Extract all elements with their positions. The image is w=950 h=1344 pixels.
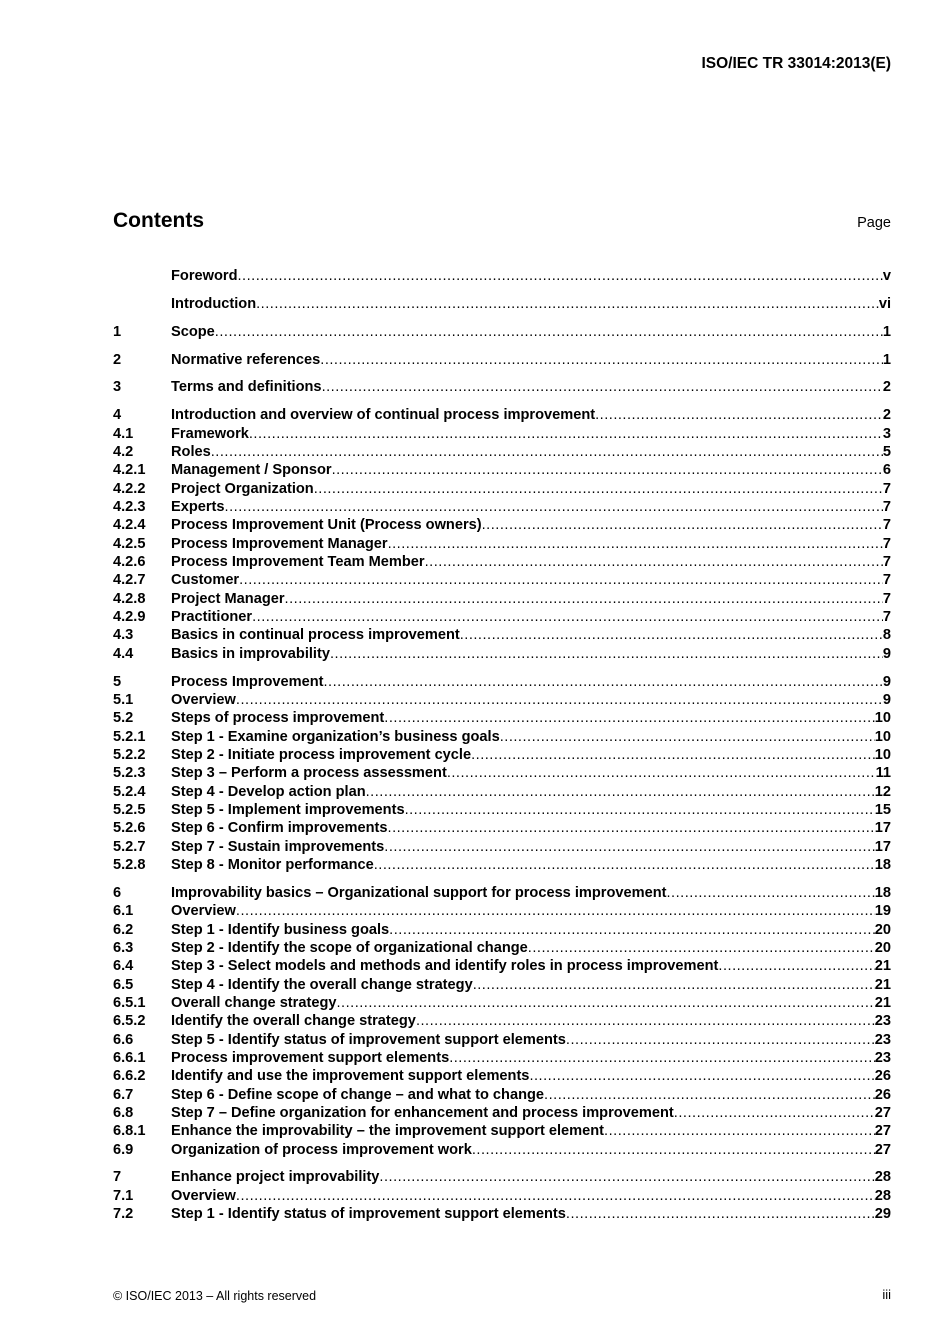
toc-entry[interactable] (113, 885, 891, 903)
toc-entry-number: 5.2.4 (113, 783, 146, 800)
toc-leader-dots (566, 1206, 875, 1222)
toc-entry-page[interactable]: 9 (882, 691, 891, 708)
toc-entry-title[interactable]: Overall change strategy (171, 994, 337, 1011)
toc-entry-page[interactable]: 7 (882, 590, 891, 607)
toc-entry-number: 4.2 (113, 443, 134, 460)
toc-entry-page[interactable]: v (882, 268, 891, 284)
table-of-contents (113, 268, 891, 1225)
toc-entry-page[interactable]: 7 (882, 498, 891, 515)
toc-entry-title[interactable]: Process Improvement Team Member (171, 553, 425, 570)
toc-entry-page[interactable]: vi (878, 295, 891, 312)
toc-entry[interactable] (113, 1087, 891, 1105)
toc-leader-dots (225, 499, 883, 515)
toc-entry-number: 4 (113, 407, 122, 424)
toc-entry-title[interactable]: Step 3 - Select models and methods and identify roles in process improvement (171, 958, 719, 975)
page-column-label: Page (857, 215, 891, 231)
toc-entry[interactable] (113, 407, 891, 425)
toc-leader-dots (285, 591, 883, 607)
toc-entry-number: 6.8.1 (113, 1123, 146, 1140)
toc-entry-page[interactable]: 8 (882, 627, 891, 644)
toc-entry-number: 5.2 (113, 710, 134, 727)
toc-entry-number: 6.2 (113, 921, 134, 938)
toc-entry-number: 5.2.3 (113, 765, 146, 782)
toc-leader-dots (472, 1142, 875, 1158)
toc-entry-title[interactable]: Step 5 - Implement improvements (171, 801, 405, 818)
toc-entry-page[interactable]: 6 (882, 462, 891, 479)
toc-entry-number: 6.5.2 (113, 1013, 146, 1030)
toc-entry-title[interactable]: Identify and use the improvement support elements (171, 1068, 530, 1085)
toc-entry-number: 5.2.2 (113, 746, 146, 763)
toc-leader-dots (718, 958, 874, 974)
toc-entry-number: 5.1 (113, 691, 134, 708)
toc-leader-dots (237, 268, 882, 284)
toc-entry-number: 6 (113, 884, 122, 901)
toc-entry[interactable] (113, 646, 891, 664)
toc-leader-dots (566, 1032, 875, 1048)
toc-entry-number: 4.1 (113, 425, 134, 442)
toc-entry-page[interactable]: 28 (874, 1187, 891, 1204)
toc-entry-page[interactable]: 23 (874, 1013, 891, 1030)
toc-entry-number: 4.3 (113, 627, 134, 644)
toc-leader-dots (320, 352, 883, 368)
toc-entry[interactable] (113, 426, 891, 444)
toc-entry-number: 7.1 (113, 1187, 134, 1204)
toc-entry-title[interactable]: Improvability basics – Organizational support for process improvement (171, 884, 667, 901)
toc-entry[interactable] (113, 820, 891, 838)
toc-entry-title[interactable]: Scope (171, 323, 215, 340)
toc-entry-number: 7.2 (113, 1206, 134, 1223)
toc-entry-number: 5.2.1 (113, 728, 146, 745)
toc-entry-number: 4.2.6 (113, 553, 146, 570)
toc-entry-page[interactable]: 20 (874, 921, 891, 938)
toc-entry-title[interactable]: Process improvement support elements (171, 1049, 450, 1066)
toc-leader-dots (460, 627, 883, 643)
toc-leader-dots (336, 995, 874, 1011)
toc-leader-dots (236, 903, 875, 919)
toc-entry-page[interactable]: 2 (882, 407, 891, 424)
toc-entry[interactable] (113, 1169, 891, 1187)
toc-entry-title[interactable]: Framework (171, 425, 249, 442)
page-number: iii (882, 1287, 891, 1302)
toc-leader-dots (405, 802, 875, 818)
toc-entry-number: 2 (113, 351, 122, 368)
toc-leader-dots (332, 462, 883, 478)
toc-entry-page[interactable]: 21 (874, 976, 891, 993)
toc-entry-page[interactable]: 18 (874, 884, 891, 901)
toc-entry-title[interactable]: Step 3 – Perform a process assessment (171, 765, 447, 782)
toc-leader-dots (500, 729, 875, 745)
toc-entry-page[interactable]: 27 (874, 1141, 891, 1158)
toc-entry[interactable] (113, 1188, 891, 1206)
toc-entry-title[interactable]: Introduction and overview of continual process improvement (171, 407, 596, 424)
toc-entry[interactable] (113, 977, 891, 995)
toc-entry-title[interactable]: Basics in improvability (171, 645, 330, 662)
toc-entry-number: 6.7 (113, 1086, 134, 1103)
toc-entry-title[interactable]: Step 8 - Monitor performance (171, 856, 374, 873)
toc-entry[interactable] (113, 517, 891, 535)
toc-entry-page[interactable]: 23 (874, 1049, 891, 1066)
toc-entry-number: 4.2.5 (113, 535, 146, 552)
toc-leader-dots (374, 857, 875, 873)
toc-entry[interactable] (113, 536, 891, 554)
toc-leader-dots (425, 554, 883, 570)
toc-leader-dots (384, 839, 874, 855)
toc-entry-number: 4.4 (113, 645, 134, 662)
toc-leader-dots (604, 1123, 875, 1139)
toc-entry-page[interactable]: 9 (882, 673, 891, 690)
toc-entry-title[interactable]: Step 4 - Develop action plan (171, 783, 366, 800)
toc-entry-page[interactable]: 7 (882, 572, 891, 589)
toc-entry-number: 3 (113, 379, 122, 396)
toc-entry[interactable] (113, 1142, 891, 1160)
toc-entry-title[interactable]: Step 1 - Identify status of improvement support elements (171, 1206, 566, 1223)
toc-entry[interactable] (113, 958, 891, 976)
toc-leader-dots (322, 379, 883, 395)
toc-entry-title[interactable]: Steps of process improvement (171, 710, 385, 727)
toc-entry-title[interactable]: Management / Sponsor (171, 462, 332, 479)
toc-entry-number: 6.5 (113, 976, 134, 993)
toc-entry-page[interactable]: 27 (874, 1123, 891, 1140)
toc-leader-dots (256, 296, 879, 312)
toc-entry-number: 1 (113, 323, 122, 340)
toc-entry[interactable] (113, 444, 891, 462)
toc-leader-dots (366, 784, 875, 800)
toc-entry-page[interactable]: 3 (882, 425, 891, 442)
toc-entry-title[interactable]: Step 1 - Examine organization’s business goals (171, 728, 500, 745)
toc-entry-title[interactable]: Customer (171, 572, 240, 589)
toc-entry-page[interactable]: 27 (874, 1104, 891, 1121)
toc-entry-page[interactable]: 17 (874, 820, 891, 837)
toc-entry-number: 4.2.7 (113, 572, 146, 589)
toc-entry-number: 4.2.3 (113, 498, 146, 515)
toc-leader-dots (330, 646, 883, 662)
toc-entry[interactable] (113, 692, 891, 710)
toc-entry-title[interactable]: Project Organization (171, 480, 314, 497)
toc-entry[interactable] (113, 674, 891, 692)
toc-entry[interactable] (113, 462, 891, 480)
toc-entry-title[interactable]: Step 7 – Define organization for enhancement and process improvement (171, 1104, 674, 1121)
toc-leader-dots (388, 536, 883, 552)
toc-entry-title[interactable]: Process Improvement Unit (Process owners) (171, 517, 482, 534)
toc-entry-number: 4.2.8 (113, 590, 146, 607)
toc-entry-page[interactable]: 18 (874, 856, 891, 873)
toc-entry-title[interactable]: Roles (171, 443, 211, 460)
toc-entry-number: 6.5.1 (113, 994, 146, 1011)
toc-entry-title[interactable]: Step 5 - Identify status of improvement support elements (171, 1031, 566, 1048)
toc-entry[interactable] (113, 1123, 891, 1141)
contents-heading: Contents (113, 209, 204, 232)
toc-entry-page[interactable]: 19 (874, 903, 891, 920)
toc-entry[interactable] (113, 499, 891, 517)
toc-leader-dots (529, 1068, 874, 1084)
toc-entry-page[interactable]: 9 (882, 645, 891, 662)
toc-entry-number: 4.2.2 (113, 480, 146, 497)
toc-entry[interactable] (113, 1105, 891, 1123)
toc-entry[interactable] (113, 481, 891, 499)
toc-entry[interactable] (113, 940, 891, 958)
toc-entry-number: 6.4 (113, 958, 134, 975)
toc-entry-title[interactable]: Step 2 - Initiate process improvement cycle (171, 746, 472, 763)
toc-entry[interactable] (113, 554, 891, 572)
toc-leader-dots (236, 692, 883, 708)
toc-entry[interactable] (113, 747, 891, 765)
toc-entry[interactable] (113, 296, 891, 314)
document-id: ISO/IEC TR 33014:2013(E) (701, 55, 891, 72)
toc-leader-dots (324, 674, 883, 690)
toc-entry-number: 5.2.8 (113, 856, 146, 873)
toc-entry-page[interactable]: 5 (882, 443, 891, 460)
toc-entry-page[interactable]: 1 (882, 323, 891, 340)
toc-entry-page[interactable]: 28 (874, 1169, 891, 1186)
toc-entry-title[interactable]: Overview (171, 1187, 236, 1204)
toc-entry[interactable] (113, 903, 891, 921)
toc-entry-number: 5.2.6 (113, 820, 146, 837)
toc-entry-page[interactable]: 15 (874, 801, 891, 818)
toc-entry-title[interactable]: Basics in continual process improvement (171, 627, 460, 644)
toc-entry-title[interactable]: Identify the overall change strategy (171, 1013, 416, 1030)
toc-entry-page[interactable]: 29 (874, 1206, 891, 1223)
toc-entry-number: 5.2.7 (113, 838, 146, 855)
toc-entry-title[interactable]: Normative references (171, 351, 321, 368)
toc-entry-title[interactable]: Overview (171, 691, 236, 708)
toc-entry-page[interactable]: 11 (875, 765, 891, 782)
toc-entry-title[interactable]: Practitioner (171, 609, 253, 625)
toc-entry-page[interactable]: 7 (882, 553, 891, 570)
toc-entry[interactable] (113, 784, 891, 802)
toc-entry-page[interactable]: 26 (874, 1068, 891, 1085)
toc-entry-number: 4.2.1 (113, 462, 146, 479)
toc-entry-title[interactable]: Step 6 - Confirm improvements (171, 820, 388, 837)
toc-entry-page[interactable]: 7 (882, 535, 891, 552)
toc-entry-page[interactable]: 10 (874, 728, 891, 745)
toc-leader-dots (544, 1087, 875, 1103)
toc-entry-title[interactable]: Step 2 - Identify the scope of organizational change (171, 939, 528, 956)
copyright-notice: © ISO/IEC 2013 – All rights reserved (113, 1289, 317, 1303)
toc-entry-title[interactable]: Process Improvement (171, 673, 324, 690)
toc-leader-dots (389, 922, 875, 938)
toc-entry[interactable] (113, 1206, 891, 1224)
toc-leader-dots (211, 444, 883, 460)
toc-entry-number: 4.2.4 (113, 517, 146, 534)
toc-entry[interactable] (113, 1032, 891, 1050)
toc-entry-title[interactable]: Process Improvement Manager (171, 535, 388, 552)
toc-leader-dots (449, 1050, 875, 1066)
toc-entry[interactable] (113, 609, 891, 627)
toc-entry-page[interactable]: 10 (874, 746, 891, 763)
toc-entry-number: 6.6.2 (113, 1068, 146, 1085)
toc-entry-page[interactable]: 26 (874, 1086, 891, 1103)
toc-entry-page[interactable]: 20 (874, 939, 891, 956)
toc-entry-page[interactable]: 12 (874, 783, 891, 800)
toc-leader-dots (384, 710, 874, 726)
toc-entry-title[interactable]: Step 7 - Sustain improvements (171, 838, 385, 855)
toc-entry-title[interactable]: Experts (171, 498, 225, 515)
toc-entry-page[interactable]: 21 (874, 994, 891, 1011)
toc-leader-dots (314, 481, 883, 497)
toc-entry-title[interactable]: Step 1 - Identify business goals (171, 921, 390, 938)
toc-entry[interactable] (113, 1050, 891, 1068)
toc-entry-page[interactable]: 7 (882, 480, 891, 497)
toc-entry-page[interactable]: 2 (882, 379, 891, 396)
toc-entry[interactable] (113, 379, 891, 397)
toc-entry[interactable] (113, 922, 891, 940)
toc-entry-number: 5 (113, 673, 122, 690)
toc-entry-page[interactable]: 1 (882, 351, 891, 368)
toc-entry[interactable] (113, 857, 891, 875)
toc-entry-title[interactable]: Terms and definitions (171, 379, 322, 396)
toc-entry[interactable] (113, 765, 891, 783)
toc-entry-page[interactable]: 7 (882, 517, 891, 534)
toc-leader-dots (595, 407, 883, 423)
toc-entry-number: 7 (113, 1169, 122, 1186)
toc-leader-dots (471, 747, 875, 763)
toc-entry[interactable] (113, 1013, 891, 1031)
toc-entry-page[interactable]: 21 (874, 958, 891, 975)
toc-entry[interactable] (113, 802, 891, 820)
toc-entry-number: 6.8 (113, 1104, 134, 1121)
toc-entry-title[interactable]: Overview (171, 903, 236, 920)
toc-leader-dots (249, 426, 883, 442)
toc-leader-dots (528, 940, 875, 956)
toc-leader-dots (236, 1188, 875, 1204)
toc-leader-dots (252, 609, 883, 625)
toc-entry-number: 6.1 (113, 903, 134, 920)
toc-entry[interactable] (113, 591, 891, 609)
toc-entry[interactable] (113, 729, 891, 747)
toc-entry-title[interactable]: Foreword (171, 268, 238, 284)
toc-entry-page[interactable]: 7 (882, 609, 891, 625)
toc-entry[interactable] (113, 324, 891, 342)
toc-entry-page[interactable]: 17 (874, 838, 891, 855)
toc-entry-number: 5.2.5 (113, 801, 146, 818)
toc-entry-title[interactable]: Project Manager (171, 590, 285, 607)
toc-entry-number: 6.9 (113, 1141, 134, 1158)
toc-entry[interactable] (113, 268, 891, 286)
toc-entry-number: 4.2.9 (113, 609, 146, 625)
toc-leader-dots (447, 765, 876, 781)
toc-leader-dots (482, 517, 883, 533)
toc-entry-title[interactable]: Enhance the improvability – the improvement support element (171, 1123, 605, 1140)
toc-entry-title[interactable]: Enhance project improvability (171, 1169, 380, 1186)
toc-entry-title[interactable]: Step 4 - Identify the overall change strategy (171, 976, 473, 993)
toc-entry-title[interactable]: Introduction (171, 295, 257, 312)
toc-entry-title[interactable]: Step 6 - Define scope of change – and what to change (171, 1086, 545, 1103)
toc-entry[interactable] (113, 627, 891, 645)
toc-entry[interactable] (113, 352, 891, 370)
toc-entry-page[interactable]: 23 (874, 1031, 891, 1048)
toc-entry-page[interactable]: 10 (874, 710, 891, 727)
toc-entry[interactable] (113, 995, 891, 1013)
toc-leader-dots (239, 572, 883, 588)
toc-leader-dots (667, 885, 875, 901)
toc-leader-dots (473, 977, 875, 993)
toc-entry-number: 6.6 (113, 1031, 134, 1048)
toc-leader-dots (674, 1105, 875, 1121)
toc-entry[interactable] (113, 710, 891, 728)
toc-entry[interactable] (113, 1068, 891, 1086)
toc-leader-dots (388, 820, 875, 836)
toc-leader-dots (215, 324, 883, 340)
toc-entry-number: 6.3 (113, 939, 134, 956)
toc-leader-dots (416, 1013, 875, 1029)
toc-entry-number: 6.6.1 (113, 1049, 146, 1066)
toc-entry[interactable] (113, 572, 891, 590)
toc-entry-title[interactable]: Organization of process improvement work (171, 1141, 472, 1158)
toc-entry[interactable] (113, 839, 891, 857)
toc-leader-dots (379, 1169, 874, 1185)
